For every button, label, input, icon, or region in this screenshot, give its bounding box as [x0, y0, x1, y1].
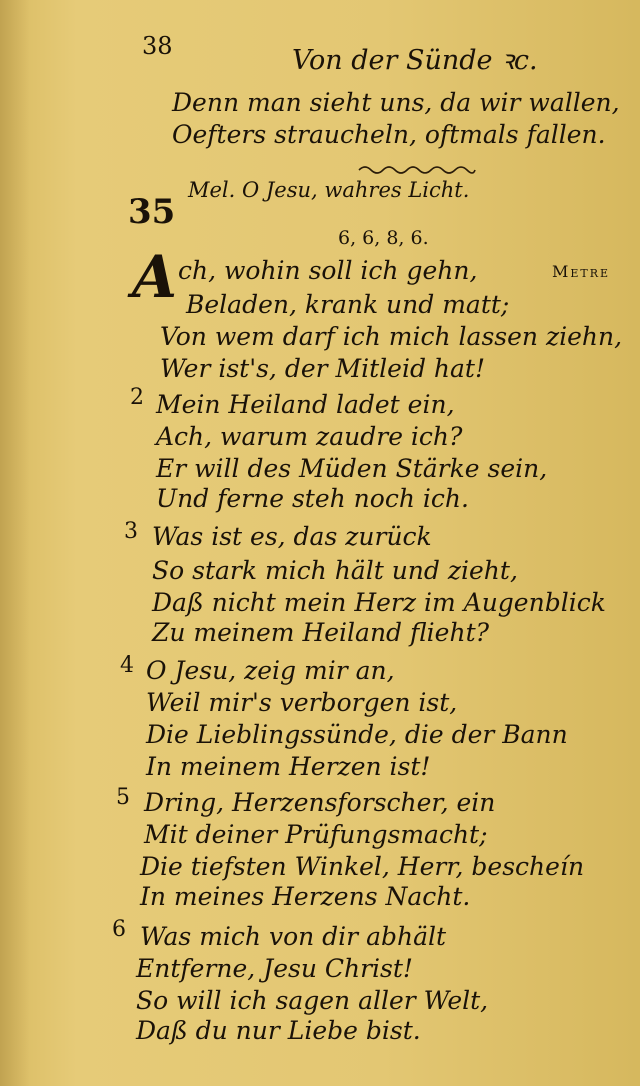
verse-line: In meinem Herzen ist!: [146, 752, 431, 781]
verse-line: Ach, warum zaudre ich?: [156, 422, 463, 451]
page-number: 38: [142, 32, 173, 60]
verse-number: 3: [124, 519, 138, 544]
verse-line: Was ist es, das zurück: [152, 522, 432, 551]
verse-line: Und ferne steh noch ich.: [156, 484, 469, 513]
running-title: Von der Sünde ꝛc.: [292, 45, 538, 76]
verse-line: Zu meinem Heiland flieht?: [152, 618, 490, 647]
verse-line: Beladen, krank und matt;: [186, 290, 510, 319]
verse-line: So stark mich hält und zieht,: [152, 556, 518, 585]
previous-hymn-line: Denn man sieht uns, da wir wallen,: [172, 88, 620, 117]
verse-line: So will ich sagen aller Welt,: [136, 986, 489, 1015]
verse-line: Entferne, Jesu Christ!: [136, 954, 413, 983]
verse-line: Mit deiner Prüfungsmacht;: [144, 820, 488, 849]
meter-line: 6, 6, 8, 6.: [338, 227, 429, 249]
verse-line: Die tiefsten Winkel, Herr, bescheín: [140, 852, 585, 881]
verse-line: Von wem darf ich mich lassen ziehn,: [160, 322, 623, 351]
ornament-divider: [357, 162, 477, 178]
verse-line: Er will des Müden Stärke sein,: [156, 454, 548, 483]
verse-line: In meines Herzens Nacht.: [140, 882, 471, 911]
drop-cap-initial: A: [132, 243, 178, 311]
verse-line: Weil mir's verborgen ist,: [146, 688, 458, 717]
verse-line: Daß nicht mein Herz im Augenblick: [152, 588, 606, 617]
verse-line: Dring, Herzensforscher, ein: [144, 788, 496, 817]
verse-line: Mein Heiland ladet ein,: [156, 390, 455, 419]
verse-line: Was mich von dir abhält: [140, 922, 447, 951]
verse-number: 4: [120, 653, 134, 678]
previous-hymn-line: Oefters straucheln, oftmals fallen.: [172, 120, 606, 149]
verse-number: 2: [130, 385, 144, 410]
page-edge-shadow: [0, 0, 30, 1086]
verse-line: ch, wohin soll ich gehn,: [178, 256, 478, 285]
margin-note: Metre: [552, 262, 611, 281]
verse-line: O Jesu, zeig mir an,: [146, 656, 395, 685]
verse-number: 5: [116, 785, 130, 810]
verse-line: Die Lieblingssünde, die der Bann: [146, 720, 568, 749]
verse-line: Daß du nur Liebe bist.: [136, 1016, 421, 1045]
verse-line: Wer ist's, der Mitleid hat!: [160, 354, 485, 383]
melody-line: Mel. O Jesu, wahres Licht.: [188, 178, 470, 202]
hymn-number: 35: [128, 192, 176, 232]
verse-number: 6: [112, 917, 126, 942]
